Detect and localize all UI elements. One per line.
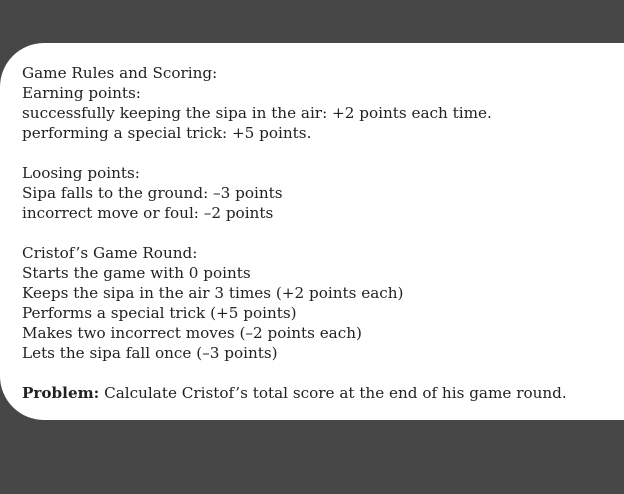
losing-heading: Loosing points: — [22, 164, 140, 182]
round-item: Performs a special trick (+5 points) — [22, 304, 297, 322]
spacer — [22, 223, 618, 243]
problem-label: Problem: — [22, 384, 100, 402]
round-item: Starts the game with 0 points — [22, 264, 251, 282]
round-item: Makes two incorrect moves (–2 points each) — [22, 324, 362, 342]
round-heading: Cristof’s Game Round: — [22, 244, 198, 262]
earning-heading: Earning points: — [22, 84, 141, 102]
problem-text — [22, 63, 618, 403]
spacer — [22, 143, 618, 163]
losing-item: Sipa falls to the ground: –3 points — [22, 184, 283, 202]
problem-body: Calculate Cristof’s total score at the end of his game round. — [99, 384, 567, 402]
problem-statement — [22, 383, 618, 403]
earning-item: successfully keeping the sipa in the air: +2 points each time. — [22, 104, 492, 122]
spacer — [22, 363, 618, 383]
rules-title: Game Rules and Scoring: — [22, 64, 218, 82]
losing-item: incorrect move or foul: –2 points — [22, 204, 274, 222]
round-item: Lets the sipa fall once (–3 points) — [22, 344, 278, 362]
round-item: Keeps the sipa in the air 3 times (+2 points each) — [22, 284, 404, 302]
earning-item: performing a special trick: +5 points. — [22, 124, 312, 142]
